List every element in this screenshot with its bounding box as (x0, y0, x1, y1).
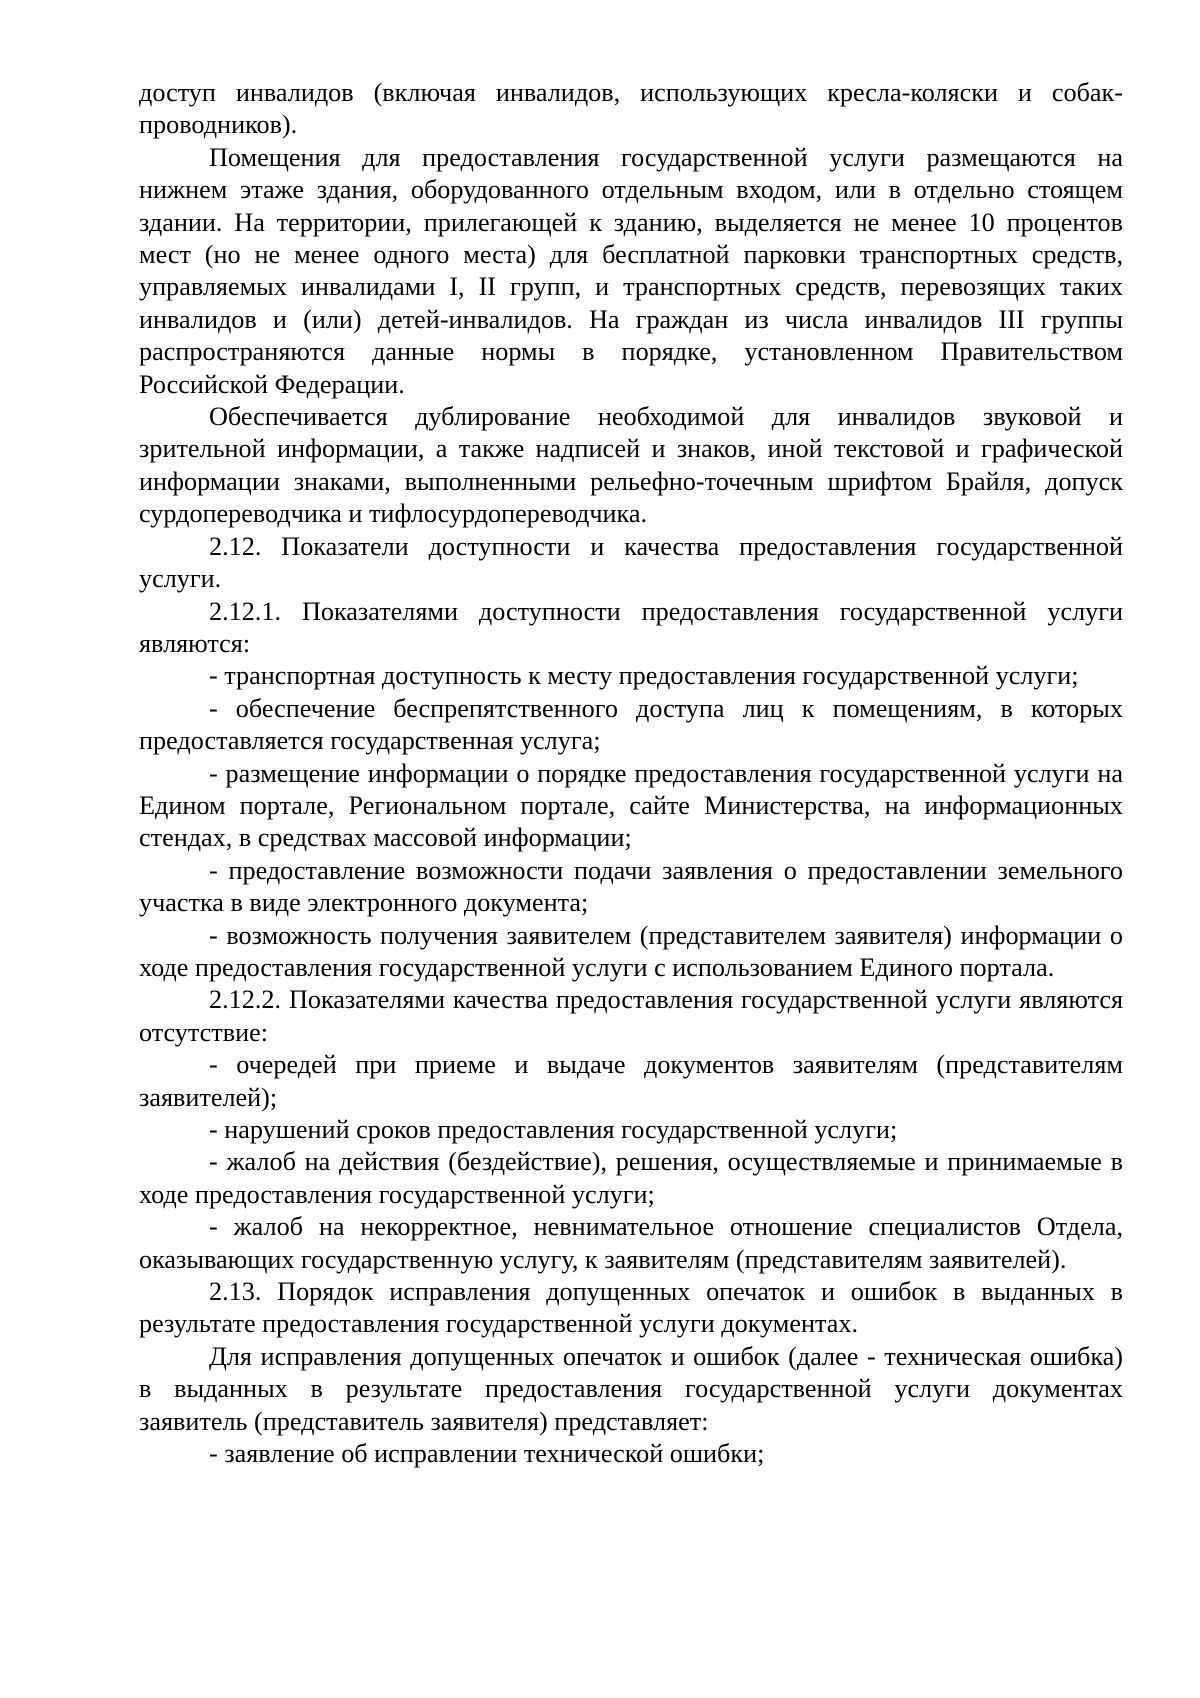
section-heading-2-12-2: 2.12.2. Показателями качества предоставления государственной услуги являются отсутствие: (139, 985, 1123, 1047)
list-item-transport-access: - транспортная доступность к месту предоставления государственной услуги; (209, 661, 1079, 691)
list-item-unobstructed-access: - обеспечение беспрепятственного доступа лиц к помещениям, в которых предоставляется государственная услуга; (139, 693, 1123, 756)
list-item-no-queues: - очередей при приеме и выдаче документов заявителям (представителям заявителей); (139, 1050, 1123, 1112)
list-item-information-placement: - размещение информации о порядке предоставления государственной услуги на Едином портале, Региональном портале, сайте Министерства, на информационных стендах, в средствах массовой информации; (139, 758, 1123, 853)
section-heading-2-13: 2.13. Порядок исправления допущенных опечаток и ошибок в выданных в результате предоставления государственной услуги документах. (139, 1277, 1123, 1339)
list-item-electronic-application: - предоставление возможности подачи заявления о предоставлении земельного участка в виде электронного документа; (139, 855, 1123, 918)
list-item-progress-information: - возможность получения заявителем (представителем заявителя) информации о ходе предоставления государственной услуги с использованием Единого портала. (139, 920, 1123, 982)
list-item-no-complaints-actions: - жалоб на действия (бездействие), решения, осуществляемые и принимаемые в ходе предоставления государственной услуги; (139, 1147, 1123, 1209)
list-item-no-complaints-attitude: - жалоб на некорректное, невнимательное отношение специалистов Отдела, оказывающих государственную услугу, к заявителям (представителям заявителей). (139, 1212, 1123, 1274)
paragraph-braille-duplication: Обеспечивается дублирование необходимой для инвалидов звуковой и зрительной информации, а также надписей и знаков, иной текстовой и графической информации знаками, выполненными рельефно-точечным шрифтом Брайля, допуск сурдопереводчика и тифлосурдопереводчика. (139, 402, 1123, 529)
section-heading-2-12: 2.12. Показатели доступности и качества предоставления государственной услуги. (139, 531, 1123, 594)
paragraph-disabled-access-end: доступ инвалидов (включая инвалидов, использующих кресла-коляски и собак-проводников). (139, 78, 1123, 140)
section-heading-2-12-1: 2.12.1. Показателями доступности предоставления государственной услуги являются: (139, 596, 1123, 658)
list-item-no-deadline-violations: - нарушений сроков предоставления государственной услуги; (209, 1115, 898, 1144)
paragraph-technical-error: Для исправления допущенных опечаток и ошибок (далее - техническая ошибка) в выданных в результате предоставления государственной услуги документах заявитель (представитель заявителя) представляет: (139, 1341, 1123, 1436)
document-page (139, 77, 1123, 1470)
paragraph-premises-parking: Помещения для предоставления государственной услуги размещаются на нижнем этаже здания, оборудованного отдельным входом, или в отдельно стоящем здании. На территории, прилегающей к зданию, выделяется не менее 10 процентов мест (но не менее одного места) для бесплатной парковки транспортных средств, управляемых инвалидами I, II групп, и транспортных средств, перевозящих таких инвалидов и (или) детей-инвалидов. На граждан из числа инвалидов III группы распространяются данные нормы в порядке, установленном Правительством Российской Федерации. (139, 142, 1123, 399)
list-item-error-correction-application: - заявление об исправлении технической ошибки; (209, 1439, 765, 1469)
